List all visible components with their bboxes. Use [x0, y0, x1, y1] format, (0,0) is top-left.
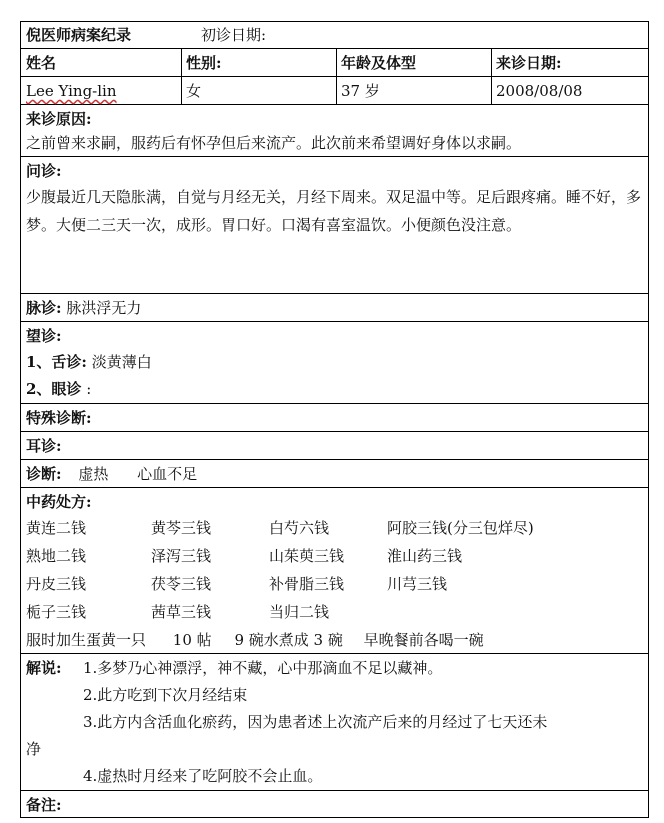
herb-item: 泽泻三钱 — [151, 547, 212, 565]
explanation-item: 4.虚热时月经来了吃阿胶不会止血。 — [83, 767, 323, 785]
dosage-instructions — [21, 626, 648, 654]
header-row — [21, 22, 648, 49]
explanation-item: 3.此方内含活血化瘀药，因为患者述上次流产后来的月经过了七天还未 — [83, 713, 548, 731]
herb-item: 熟地二钱 — [26, 547, 87, 565]
reason-text: 之前曾来求嗣，服药后有怀孕但后来流产。此次前来希望调好身体以求嗣。 — [26, 134, 522, 152]
herb-item: 淮山药三钱 — [387, 547, 463, 565]
patient-name — [21, 77, 181, 104]
patient-name-text: Lee Ying-lin — [26, 82, 117, 100]
herb-item: 阿胶三钱(分三包烊尽) — [387, 519, 534, 537]
age-header: 年龄及体型 — [341, 54, 417, 72]
herb-item: 补骨脂三钱 — [269, 575, 345, 593]
reason-section — [21, 105, 648, 157]
patient-sex: 女 — [186, 82, 202, 100]
herb-item: 丹皮三钱 — [26, 575, 87, 593]
eye-text: : — [86, 380, 92, 398]
reason-label: 来诊原因: — [26, 110, 92, 128]
prescription-section — [21, 488, 648, 654]
herb-row — [21, 598, 648, 626]
herb-item: 山茱萸三钱 — [269, 547, 345, 565]
eye-label: 2、眼诊 — [26, 380, 82, 398]
pulse-section — [21, 294, 648, 322]
observation-section — [21, 322, 648, 404]
herb-item: 栀子三钱 — [26, 603, 87, 621]
pulse-text: 脉洪浮无力 — [66, 299, 142, 317]
herb-row — [21, 514, 648, 542]
herb-item: 川芎三钱 — [387, 575, 448, 593]
special-diagnosis-section — [21, 404, 648, 432]
herb-item: 茯苓三钱 — [151, 575, 212, 593]
diagnosis-item: 虚热 — [78, 465, 109, 483]
instruction-item: 9 碗水煮成 3 碗 — [234, 631, 343, 649]
diagnosis-section — [21, 460, 648, 488]
special-diagnosis-label: 特殊诊断: — [26, 409, 92, 427]
herb-item: 当归二钱 — [269, 603, 330, 621]
name-header: 姓名 — [26, 54, 57, 72]
tongue-text: 淡黄薄白 — [91, 353, 152, 371]
record-title: 倪医师病案纪录 — [26, 26, 132, 44]
prescription-label: 中药处方: — [26, 493, 92, 511]
patient-header-row — [21, 49, 648, 77]
herb-item: 黄连二钱 — [26, 519, 87, 537]
visit-date: 2008/08/08 — [496, 82, 583, 100]
case-record-table — [20, 21, 649, 818]
patient-age: 37 岁 — [341, 82, 380, 100]
pulse-label: 脉诊: — [26, 299, 62, 317]
explanation-section — [21, 654, 648, 791]
instruction-item: 早晚餐前各喝一碗 — [363, 631, 484, 649]
herb-row — [21, 542, 648, 570]
sex-header: 性别: — [186, 54, 222, 72]
patient-values-row — [21, 77, 648, 105]
explanation-label: 解说: — [26, 659, 62, 677]
herb-item: 黄芩三钱 — [151, 519, 212, 537]
first-visit-date-label: 初诊日期: — [201, 26, 267, 44]
diagnosis-label: 诊断: — [26, 465, 62, 483]
inquiry-text: 少腹最近几天隐胀满，自觉与月经无关，月经下周来。双足温中等。足后跟疼痛。睡不好，多梦。大便二三天一次，成形。胃口好。口渴有喜室温饮。小便颜色没注意。 — [26, 188, 642, 234]
ear-diagnosis-section — [21, 432, 648, 460]
herb-item: 白芍六钱 — [269, 519, 330, 537]
ear-diagnosis-label: 耳诊: — [26, 437, 62, 455]
instruction-item: 服时加生蛋黄一只 — [26, 631, 147, 649]
explanation-item: 1.多梦乃心神漂浮，神不藏，心中那滴血不足以藏神。 — [83, 659, 443, 677]
inquiry-label: 问诊: — [26, 162, 62, 180]
visit-date-header: 来诊日期: — [496, 54, 562, 72]
inquiry-section — [21, 157, 648, 294]
notes-section — [21, 791, 648, 818]
tongue-label: 1、舌诊: — [26, 353, 87, 371]
herb-item: 茜草三钱 — [151, 603, 212, 621]
explanation-item: 2.此方吃到下次月经结束 — [83, 686, 248, 704]
observation-label: 望诊: — [26, 327, 62, 345]
diagnosis-item: 心血不足 — [137, 465, 198, 483]
explanation-item: 净 — [26, 740, 42, 758]
herb-row — [21, 570, 648, 598]
notes-label: 备注: — [26, 796, 62, 814]
instruction-item: 10 帖 — [172, 631, 212, 649]
